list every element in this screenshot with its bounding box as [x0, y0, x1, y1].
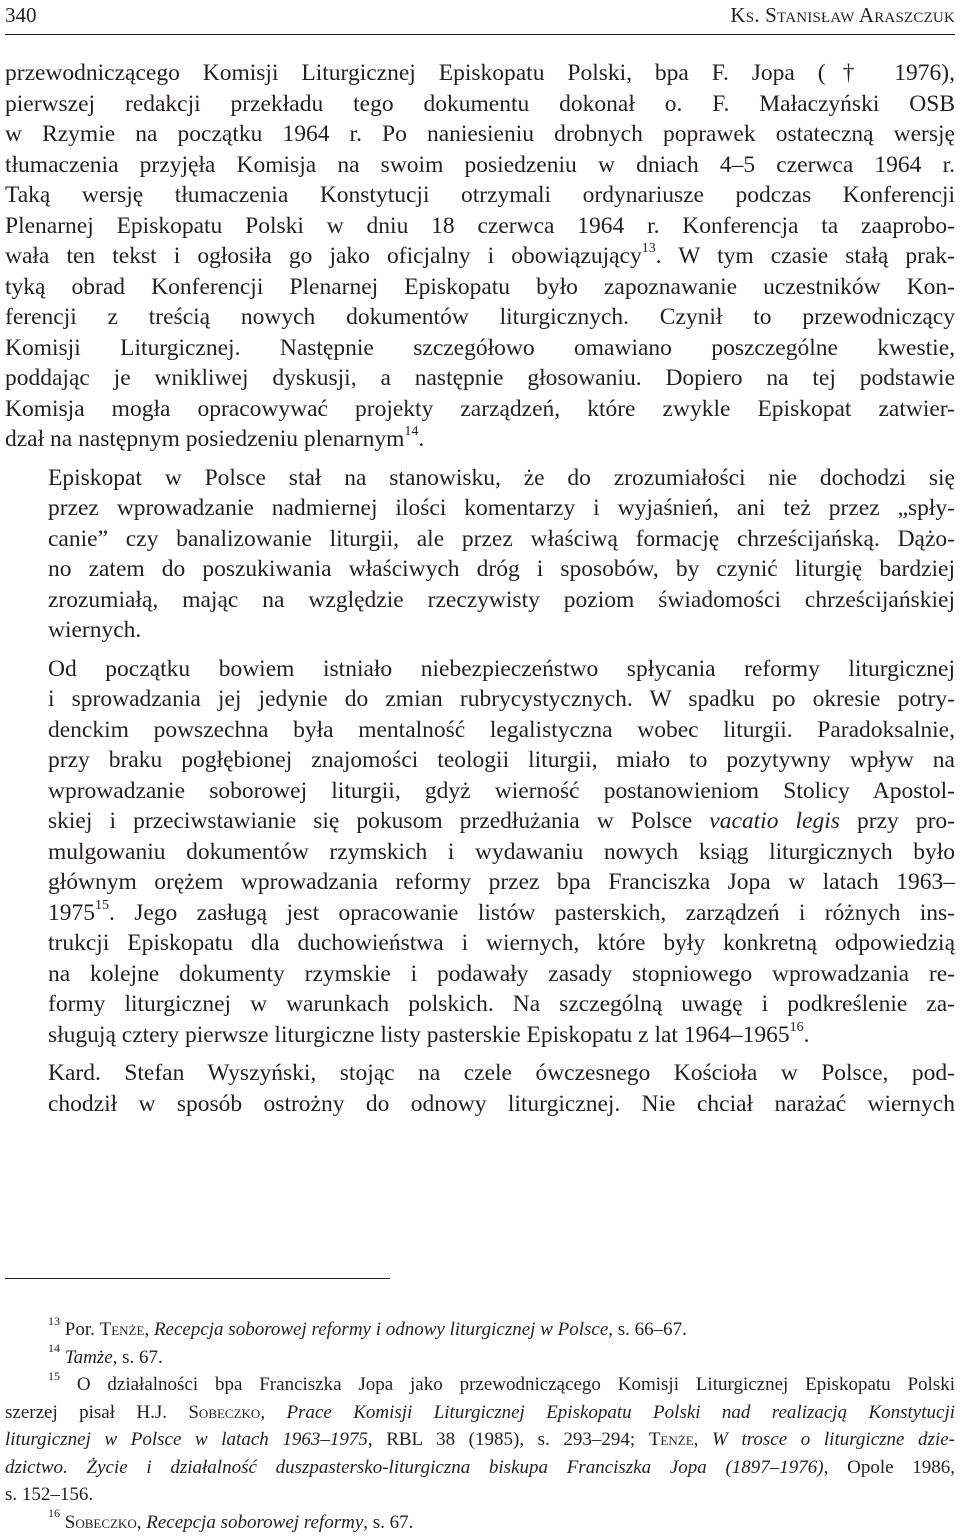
page-number: 340 [5, 3, 37, 27]
footnote-line [5, 1399, 955, 1427]
text-segment: . Jego zasługą jest opracowanie listów pasterskich, zarządzeń i różnych ins- [109, 899, 955, 926]
text-segment: , [260, 1401, 287, 1423]
text-segment: , [136, 1511, 147, 1533]
text-line: Plenarnej Episkopatu Polski w dniu 18 czerwca 1964 r. Konferencja ta zaaprobo- [5, 212, 955, 239]
footnote-number: 15 [48, 1368, 60, 1383]
work-title: Recepcja soborowej reformy i odnowy liturgicznej w Polsce [153, 1319, 609, 1340]
paragraph-2 [5, 463, 955, 646]
text-segment: wała ten tekst i ogłosiła go jako oficjalny i obowiązujący [5, 243, 642, 269]
text-line: wiernych. [48, 617, 142, 643]
text-segment: , Opole 1986, [823, 1456, 955, 1478]
footnote-ref-16[interactable]: 16 [789, 1019, 804, 1035]
text-line [5, 424, 955, 455]
text-line: przewodniczącego Komisji Liturgicznej Episkopatu Polski, bpa F. Jopa († 1976), [5, 60, 955, 86]
text-line: przez wprowadzanie nadmiernej ilości komentarzy i wyjaśnień, ani też przez „spły- [48, 495, 955, 521]
work-title: W trosce o liturgiczne dzie- [712, 1429, 955, 1450]
running-header [5, 3, 955, 33]
work-title: Prace Komisji Liturgicznej Episkopatu Polski nad realizacją Konstytucji [286, 1401, 956, 1423]
footnote-14 [5, 1341, 955, 1372]
text-line: zrozumiałą, mając na względzie rzeczywisty poziom świadomości chrześcijańskiej [48, 586, 955, 613]
text-segment: , s. 67. [112, 1346, 163, 1368]
text-line: ferencji z treścią nowych dokumentów liturgicznych. Czynił to przewodniczący [5, 304, 955, 330]
text-segment: przy pro- [839, 808, 955, 834]
footnote-line: s. 152–156. [5, 1484, 94, 1505]
footnote-line [5, 1368, 956, 1399]
paragraph-1 [5, 58, 955, 455]
footnote-16 [5, 1506, 955, 1537]
text-line [5, 806, 955, 837]
text-line: Od początku bowiem istniało niebezpieczeństwo spłycania reformy liturgicznej [48, 655, 955, 682]
text-line: trukcji Episkopatu dla duchowieństwa i wiernych, które były konkretną odpowiedzią [48, 930, 955, 956]
latin-term: vacatio legis [709, 808, 840, 834]
text-segment: , s. 67. [363, 1511, 414, 1533]
work-title: liturgicznej w Polsce w latach 1963–1975 [5, 1429, 368, 1450]
work-title: dzictwo. Życie i działalność duszpastersko-liturgiczna biskupa Franciszka Jopa (1897–1976) [5, 1456, 824, 1478]
text-line: przy braku pogłębionej znajomości teologii liturgii, miało to pozytywny wpływ na [48, 747, 955, 773]
text-line: na kolejne dokumenty rzymskie i podawały zasady stopniowego wprowadzania re- [48, 960, 955, 987]
text-segment: O działalności bpa Franciszka Jopa jako przewodniczącego Komisji Liturgicznej Episkopatu Polski [76, 1374, 956, 1395]
main-text [5, 58, 955, 1119]
footnote-line [5, 1341, 955, 1372]
text-line: denckim powszechna była mentalność legalistyczna wobec liturgii. Paradoksalnie, [48, 716, 955, 743]
text-line: tłumaczenia przyjęła Komisja na swoim posiedzeniu w dniach 4–5 czerwca 1964 r. [5, 151, 955, 178]
text-segment: . W tym czasie stałą prak- [655, 243, 955, 269]
text-segment: . [418, 426, 425, 452]
footnote-number: 14 [48, 1341, 60, 1356]
text-line: mulgowaniu dokumentów rzymskich i wydawaniu nowych ksiąg liturgicznych było [48, 838, 955, 865]
text-line: poddając je wnikliwej dyskusji, a następnie głosowaniu. Dopiero na tej podstawie [5, 365, 955, 391]
paragraph-3 [5, 654, 955, 1051]
text-segment: Por. [64, 1319, 100, 1340]
footnote-15 [5, 1368, 956, 1509]
text-segment: skiej i przeciwstawianie się pokusom przedłużania w Polsce [48, 808, 710, 834]
footnote-ref-14[interactable]: 14 [404, 424, 419, 440]
footnote-line [5, 1426, 955, 1454]
text-segment: . [803, 1021, 810, 1048]
text-line: Kard. Stefan Wyszyński, stojąc na czele ówczesnego Kościoła w Polsce, pod- [48, 1060, 955, 1086]
footnote-line [5, 1506, 955, 1537]
work-title: Recepcja soborowej reformy [146, 1511, 364, 1533]
text-line: Komisji Liturgicznej. Następnie szczegółowo omawiano poszczególne kwestie, [5, 334, 955, 361]
text-line [5, 241, 955, 272]
text-line: Episkopat w Polsce stał na stanowisku, że do zrozumiałości nie dochodzi się [48, 464, 955, 491]
text-segment: sługują cztery pierwsze liturgiczne listy pasterskie Episkopatu z lat 1964–1965 [48, 1021, 790, 1048]
text-segment: , s. 66–67. [608, 1319, 687, 1340]
text-line: głównym orężem wprowadzania reformy przez bpa Franciszka Jopa w latach 1963– [48, 869, 955, 895]
footnote-number: 13 [48, 1313, 60, 1328]
author-name: Sobeczko [188, 1401, 261, 1423]
text-line: canie” czy banalizowanie liturgii, ale przez właściwą formację chrześcijańską. Dążo- [48, 525, 955, 552]
text-line: pierwszej redakcji przekładu tego dokumentu dokonał o. F. Małaczyński OSB [5, 90, 955, 117]
text-segment: , RBL 38 (1985), s. 293–294; [367, 1429, 649, 1450]
text-line: i sprowadzania jej jedynie do zmian rubrycystycznych. W spadku po okresie potry- [48, 686, 955, 712]
footnote-number: 16 [48, 1506, 60, 1521]
header-rule [5, 34, 955, 35]
text-line: chodził w sposób ostrożny do odnowy liturgicznej. Nie chciał narażać wiernych [48, 1090, 955, 1117]
running-head-author: Ks. Stanisław Araszczuk [730, 3, 955, 27]
text-segment: 1975 [48, 899, 95, 926]
text-segment: , [693, 1429, 713, 1450]
author-name: Tenże [648, 1429, 694, 1450]
footnote-line [5, 1454, 955, 1482]
text-line [5, 898, 955, 929]
text-line: w Rzymie na początku 1964 r. Po naniesieniu drobnych poprawek ostateczną wersję [5, 121, 955, 147]
text-segment: szerzej pisał H.J. [5, 1401, 189, 1423]
author-name: Tenże [99, 1319, 145, 1340]
text-segment: , [144, 1319, 154, 1340]
footnote-rule [5, 1278, 390, 1279]
text-line: no zatem do poszukiwania właściwych dróg i sposobów, by czynić liturgię bardziej [48, 556, 955, 582]
footnotes [5, 1313, 956, 1536]
text-line [5, 1020, 955, 1051]
author-name: Sobeczko [64, 1511, 137, 1533]
text-line: Komisja mogła opracowywać projekty zarządzeń, które zwykle Episkopat zatwier- [5, 395, 955, 422]
text-segment: dzał na następnym posiedzeniu plenarnym [5, 426, 405, 452]
paragraph-4 [5, 1058, 955, 1119]
work-title: Tamże [64, 1346, 113, 1368]
text-line: formy liturgicznej w warunkach polskich. Na szczególną uwagę i podkreślenie za- [48, 991, 955, 1017]
text-line: wprowadzanie soborowej liturgii, gdyż wierność postanowieniom Stolicy Apostol- [48, 777, 955, 804]
footnote-line [5, 1313, 955, 1344]
footnote-ref-13[interactable]: 13 [641, 241, 656, 257]
text-line: tyką obrad Konferencji Plenarnej Episkopatu było zapoznawanie uczestników Kon- [5, 273, 955, 300]
text-line: Taką wersję tłumaczenia Konstytucji otrzymali ordynariusze podczas Konferencji [5, 182, 955, 208]
footnote-ref-15[interactable]: 15 [95, 897, 109, 913]
footnote-13 [5, 1313, 955, 1344]
